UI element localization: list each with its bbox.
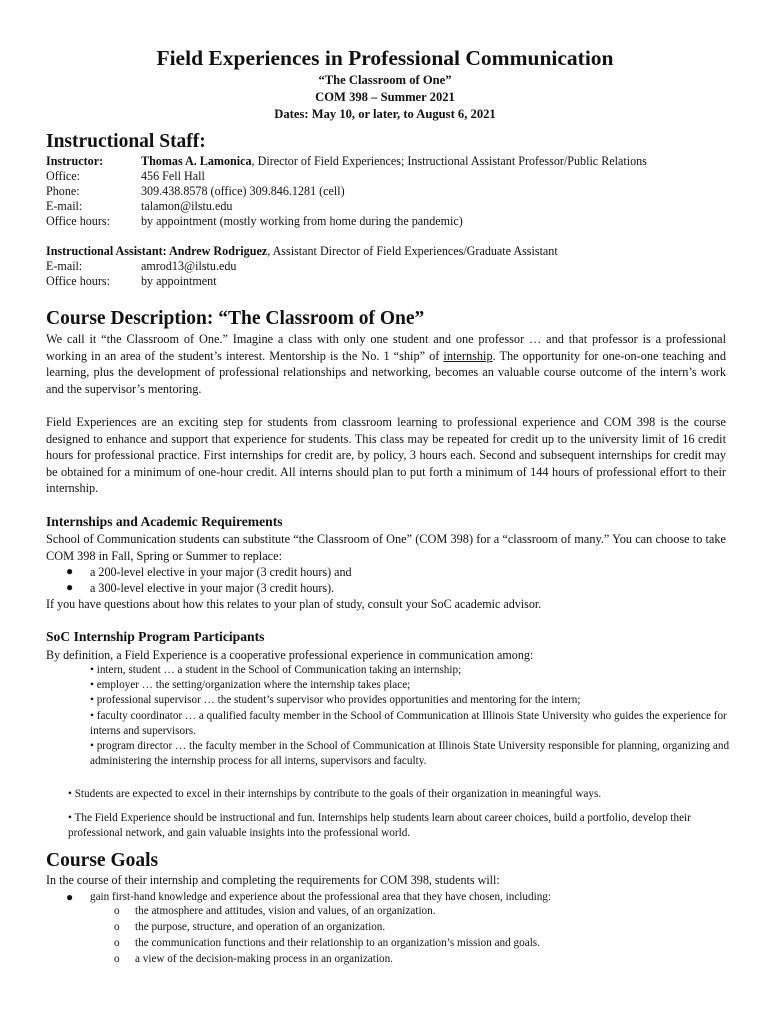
section-heading-description: Course Description: “The Classroom of One” bbox=[46, 308, 425, 329]
office-value: 456 Fell Hall bbox=[141, 169, 205, 183]
participant-note: • Students are expected to excel in their internships by contribute to the goals of their organization in meaningful ways. bbox=[68, 788, 602, 800]
assistant-line bbox=[46, 244, 558, 259]
phone-value: 309.438.8578 (office) 309.846.1281 (cell) bbox=[141, 184, 345, 198]
instructor-line bbox=[141, 154, 647, 169]
sub-bullet-icon: o bbox=[114, 937, 120, 949]
instructor-title: , Director of Field Experiences; Instructional Assistant Professor/Public Relations bbox=[251, 154, 647, 168]
description-paragraph-2: Field Experiences are an exciting step for students from classroom learning to professional experience and COM 398 is the course designed to enhance and support that experience for students. This class may be repeated for credit up to the university limit of 16 credit hours for professional practice. First internships for credit are, by policy, 3 hours each. Second and subsequent internships for credit may be obtained for a minimum of one-hour credit. All interns should plan to put forth a minimum of 144 hours of professional effort to their internship. bbox=[46, 415, 726, 496]
goal-subitem: a view of the decision-making process in an organization. bbox=[135, 953, 393, 965]
sub-bullet-icon: o bbox=[114, 905, 120, 917]
goal-item: gain first-hand knowledge and experience about the professional area that they have chosen, including: bbox=[90, 891, 552, 903]
assistant-email-label: E-mail: bbox=[46, 259, 83, 273]
label-email: E-mail: bbox=[46, 199, 83, 213]
participant-item: • employer … the setting/organization where the internship takes place; bbox=[90, 679, 411, 691]
sub-bullet-icon: o bbox=[114, 921, 120, 933]
label-phone: Phone: bbox=[46, 184, 80, 198]
course-code: COM 398 – Summer 2021 bbox=[315, 90, 455, 104]
participant-item: • faculty coordinator … a qualified faculty member in the School of Communication at Illinois State University who guides the experience for interns and supervisors. bbox=[90, 710, 727, 738]
section-heading-staff: Instructional Staff: bbox=[46, 131, 206, 152]
goal-subitem: the purpose, structure, and operation of an organization. bbox=[135, 921, 386, 933]
participants-intro: By definition, a Field Experience is a cooperative professional experience in communication among: bbox=[46, 648, 534, 662]
requirements-intro: School of Communication students can substitute “the Classroom of One” (COM 398) for a “classroom of many.” You can choose to take COM 398 in Fall, Spring or Summer to replace: bbox=[46, 532, 726, 563]
bullet-icon: ● bbox=[66, 564, 74, 578]
goal-subitem: the atmosphere and attitudes, vision and values, of an organization. bbox=[135, 905, 436, 917]
document-subtitle: “The Classroom of One” bbox=[318, 73, 452, 87]
internship-link[interactable]: internship bbox=[443, 348, 493, 363]
label-instructor: Instructor: bbox=[46, 154, 104, 168]
goal-subitem: the communication functions and their relationship to an organization’s mission and goals. bbox=[135, 937, 540, 949]
document-title: Field Experiences in Professional Communication bbox=[156, 46, 614, 70]
requirements-note: If you have questions about how this relates to your plan of study, consult your SoC academic advisor. bbox=[46, 597, 542, 611]
sub-bullet-icon: o bbox=[114, 953, 120, 965]
section-heading-goals: Course Goals bbox=[46, 850, 159, 871]
goals-intro: In the course of their internship and completing the requirements for COM 398, students will: bbox=[46, 873, 500, 887]
assistant-name: Instructional Assistant: Andrew Rodriguez bbox=[46, 244, 268, 258]
participant-item: • intern, student … a student in the School of Communication taking an internship; bbox=[90, 664, 462, 676]
assistant-hours-value: by appointment bbox=[141, 274, 217, 288]
description-text: We call it “the Classroom of One.” Imagine a class with only one student and one professor … and that professor is a professional working in an area of the student’s interest. Mentorship is the No. 1 “ship” of bbox=[46, 332, 726, 363]
subheading-requirements: Internships and Academic Requirements bbox=[46, 514, 283, 529]
office-hours-value: by appointment (mostly working from home during the pandemic) bbox=[141, 214, 463, 228]
assistant-hours-label: Office hours: bbox=[46, 274, 110, 288]
subheading-participants: SoC Internship Program Participants bbox=[46, 629, 265, 644]
participant-item: • professional supervisor … the student’s supervisor who provides opportunities and mentoring for the intern; bbox=[90, 694, 581, 706]
email-value[interactable]: talamon@ilstu.edu bbox=[141, 199, 233, 213]
instructor-name: Thomas A. Lamonica bbox=[141, 154, 252, 168]
requirement-item: a 300-level elective in your major (3 credit hours). bbox=[90, 581, 335, 595]
assistant-title: , Assistant Director of Field Experiences/Graduate Assistant bbox=[267, 244, 558, 258]
label-office-hours: Office hours: bbox=[46, 214, 110, 228]
bullet-icon: ● bbox=[66, 580, 74, 594]
requirement-item: a 200-level elective in your major (3 credit hours) and bbox=[90, 565, 352, 579]
assistant-email-value[interactable]: amrod13@ilstu.edu bbox=[141, 259, 237, 273]
participant-note: • The Field Experience should be instructional and fun. Internships help students learn about career choices, build a portfolio, develop their professional network, and gain valuable insights into the professional world. bbox=[68, 812, 691, 840]
bullet-icon: ● bbox=[66, 890, 74, 904]
participant-item: • program director … the faculty member in the School of Communication at Illinois State University responsible for planning, organizing and administering the internship process for all interns, supervisors and faculty. bbox=[90, 740, 730, 768]
course-dates: Dates: May 10, or later, to August 6, 2021 bbox=[274, 107, 496, 121]
label-office: Office: bbox=[46, 169, 81, 183]
description-paragraph-1 bbox=[46, 331, 726, 397]
description-text-continued: . The opportunity for one-on-one teaching and learning, plus the development of professional relationships and networking, becomes an valuable course outcome of the intern’s work and the supervisor’s mentoring. bbox=[46, 348, 726, 396]
